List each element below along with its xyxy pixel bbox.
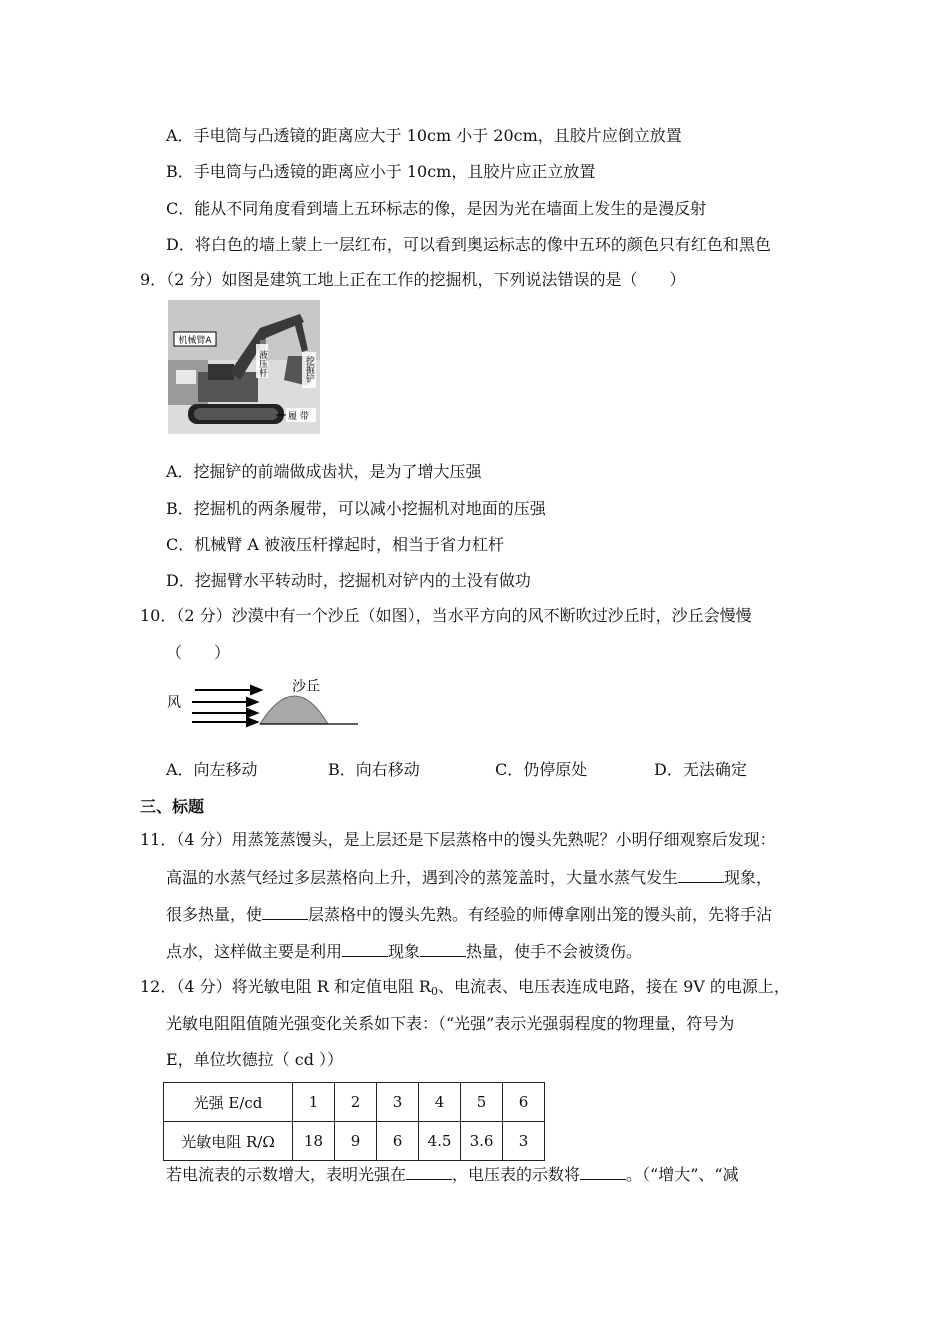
table-cell: 5: [461, 1083, 503, 1122]
q11-text: 热量，使手不会被烫伤。: [466, 942, 643, 961]
q11-line-3: [166, 904, 772, 925]
q8-option-a: A．手电筒与凸透镜的距离应大于 10cm 小于 20cm，且胶片应倒立放置: [166, 126, 682, 145]
q10-stem-bracket: （ ）: [166, 643, 231, 662]
q9-option-d: D．挖掘臂水平转动时，挖掘机对铲内的土没有做功: [166, 571, 531, 590]
table-row: [164, 1122, 545, 1161]
label-arm: 机械臂A: [178, 336, 212, 346]
q12-text: 若电流表的示数增大，表明光强在: [166, 1165, 407, 1184]
q9-option-c: C．机械臂 A 被液压杆撑起时，相当于省力杠杆: [166, 535, 504, 554]
table-cell: 18: [293, 1122, 335, 1161]
wind-arrows: [192, 686, 261, 726]
q8-option-b: B．手电筒与凸透镜的距离应小于 10cm，且胶片应正立放置: [166, 162, 596, 181]
table-cell: 3.6: [461, 1122, 503, 1161]
q10-stem: 10．（2 分）沙漠中有一个沙丘（如图），当水平方向的风不断吹过沙丘时，沙丘会慢慢: [140, 606, 752, 625]
q12-text: 、电流表、电压表连成电路，接在 9V 的电源上，: [437, 977, 790, 996]
table-cell: 6: [503, 1083, 545, 1122]
table-cell: 2: [335, 1083, 377, 1122]
row-header: 光强 E/cd: [164, 1083, 293, 1122]
q9-option-b: B．挖掘机的两条履带，可以减小挖掘机对地面的压强: [166, 499, 546, 518]
table-cell: 6: [377, 1122, 419, 1161]
q12-text: 12．（4 分）将光敏电阻 R 和定值电阻 R: [140, 977, 431, 996]
sand-dune-illustration: [165, 674, 365, 730]
q10-option-b: B．向右移动: [328, 760, 420, 779]
q12-line-1: [140, 977, 790, 1002]
label-dune: 沙丘: [292, 679, 320, 695]
q10-option-a: A．向左移动: [166, 760, 258, 779]
row-header: 光敏电阻 R/Ω: [164, 1122, 293, 1161]
light-resistance-table: [163, 1082, 545, 1161]
q11-text: 现象: [388, 942, 421, 961]
label-wind: 风: [167, 695, 181, 711]
section-heading: 三、标题: [140, 797, 205, 816]
answer-blank: [262, 904, 308, 920]
excavator-figure: [168, 300, 320, 434]
q12-text: ，电压表的示数将: [452, 1165, 581, 1184]
table-cell: 3: [377, 1083, 419, 1122]
answer-blank: [342, 941, 388, 957]
table-row: [164, 1083, 545, 1122]
table-cell: 4: [419, 1083, 461, 1122]
answer-blank: [420, 941, 466, 957]
label-hydraulic-rod: 液压杆: [257, 350, 267, 377]
q9-option-a: A．挖掘铲的前端做成齿状，是为了增大压强: [166, 462, 482, 481]
sand-dune-figure: [165, 674, 365, 730]
table-cell: 1: [293, 1083, 335, 1122]
q12-text: 。（“增大”、“减: [626, 1165, 739, 1184]
answer-blank: [678, 867, 724, 883]
q11-text: 现象，: [724, 868, 773, 887]
answer-blank: [580, 1164, 626, 1180]
q11-line-2: [166, 867, 772, 888]
q11-text: 高温的水蒸气经过多层蒸格向上升，遇到冷的蒸笼盖时，大量水蒸气发生: [166, 868, 679, 887]
q11-line-4: [166, 941, 642, 962]
label-shovel: 挖掘铲: [304, 356, 314, 383]
q8-option-c: C．能从不同角度看到墙上五环标志的像，是因为光在墙面上发生的是漫反射: [166, 199, 707, 218]
q12-line-2: 光敏电阻阻值随光强变化关系如下表：（“光强”表示光强弱程度的物理量，符号为: [166, 1014, 735, 1033]
q11-text: 层蒸格中的馒头先熟。有经验的师傅拿刚出笼的馒头前，先将手沾: [308, 905, 773, 924]
answer-blank: [406, 1164, 452, 1180]
q9-stem: 9．（2 分）如图是建筑工地上正在工作的挖掘机，下列说法错误的是（ ）: [140, 270, 686, 289]
excavator-illustration: [168, 300, 320, 434]
q11-line-1: 11．（4 分）用蒸笼蒸馒头，是上层还是下层蒸格中的馒头先熟呢？小明仔细观察后发现：: [140, 830, 776, 849]
subscript: 0: [430, 985, 438, 998]
table-cell: 4.5: [419, 1122, 461, 1161]
q8-option-d: D．将白色的墙上蒙上一层红布，可以看到奥运标志的像中五环的颜色只有红色和黑色: [166, 235, 771, 254]
dune-shape: [260, 696, 328, 724]
table-cell: 9: [335, 1122, 377, 1161]
q10-option-c: C．仍停原处: [495, 760, 588, 779]
table-cell: 3: [503, 1122, 545, 1161]
q10-option-d: D．无法确定: [654, 760, 747, 779]
q12-line-4: [166, 1164, 739, 1185]
q12-line-3: E，单位坎德拉（ cd ））: [166, 1050, 344, 1069]
label-track: 履 带: [288, 412, 309, 422]
q11-text: 点水，这样做主要是利用: [166, 942, 343, 961]
q11-text: 很多热量，使: [166, 905, 263, 924]
